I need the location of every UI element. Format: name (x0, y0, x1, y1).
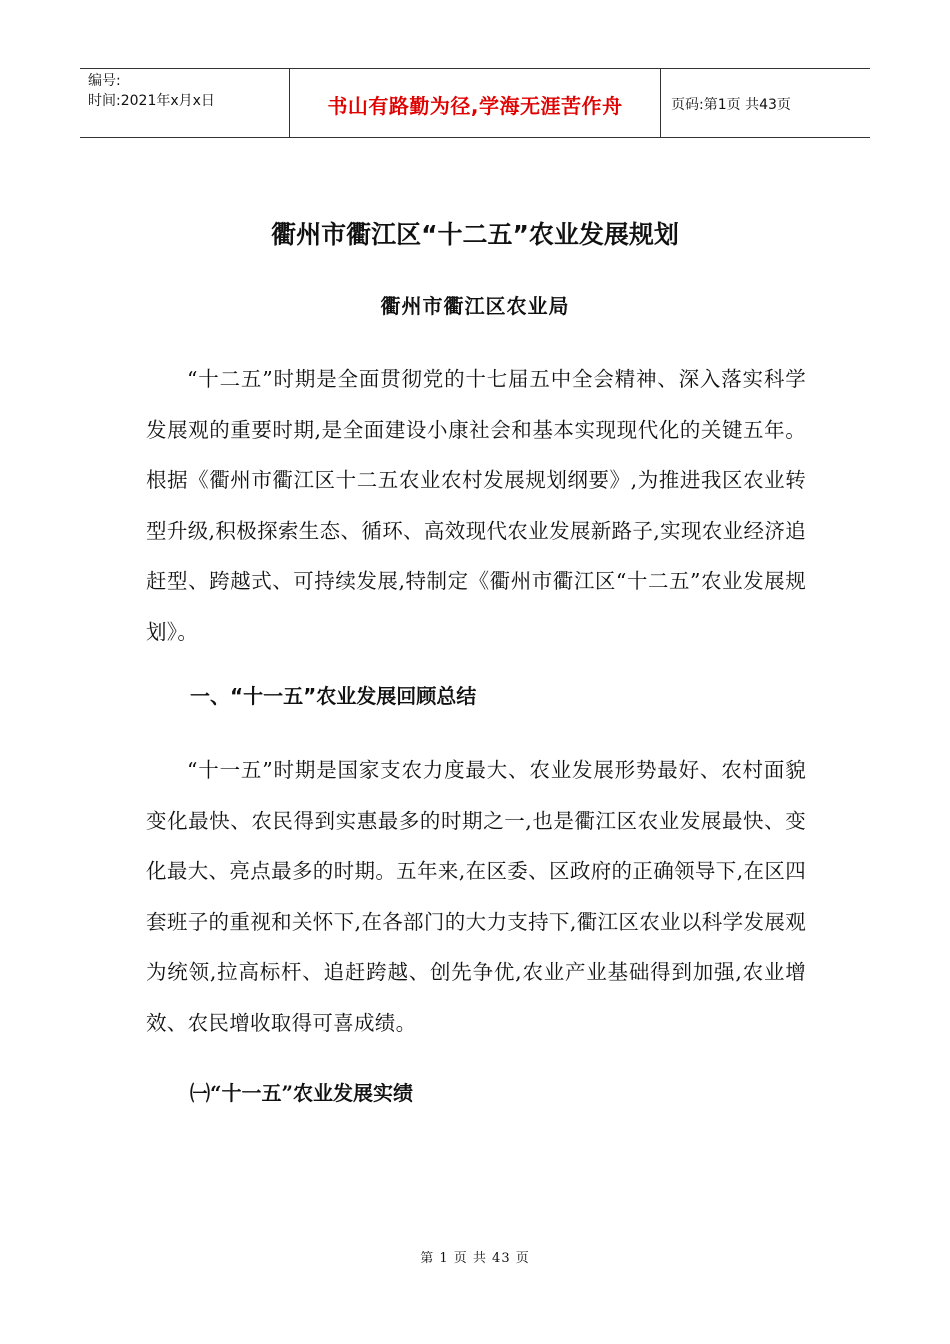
document-title: 衢州市衢江区“十二五”农业发展规划 (271, 220, 679, 249)
intro-paragraph: “十二五”时期是全面贯彻党的十七届五中全会精神、深入落实科学发展观的重要时期,是全面建设小康社会和基本实现现代化的关键五年。根据《衢州市衢江区十二五农业农村发展规划纲要》,为推进我区农业转型升级,积极探索生态、循环、高效现代农业发展新路子,实现农业经济追赶型、跨越式、可持续发展,特制定《衢州市衢江区“十二五”农业发展规划》。 (146, 367, 806, 644)
number-label: 编号: (88, 73, 121, 89)
page-footer: 第 1 页 共 43 页 (420, 1251, 530, 1266)
section-paragraph: “十一五”时期是国家支农力度最大、农业发展形势最好、农村面貌变化最快、农民得到实惠最多的时期之一,也是衢江区农业发展最快、变化最大、亮点最多的时期。五年来,在区委、区政府的正确领导下,在区四套班子的重视和关怀下,在各部门的大力支持下,衢江区农业以科学发展观为统领,拉高标杆、追赶跨越、创先争优,农业产业基础得到加强,农业增效、农民增收取得可喜成绩。 (146, 758, 806, 1035)
time-label: 时间:2021年x月x日 (88, 93, 215, 109)
header-motto: 书山有路勤为径,学海无涯苦作舟 (327, 93, 623, 118)
header-motto-cell (290, 69, 661, 137)
header-meta (80, 69, 290, 137)
subsection-heading: ㈠“十一五”农业发展实绩 (190, 1081, 414, 1105)
document-author: 衢州市衢江区农业局 (380, 294, 570, 318)
header-page-cell (661, 69, 870, 137)
header-page-info: 页码:第1页 共43页 (671, 97, 791, 113)
section-heading: 一、“十一五”农业发展回顾总结 (190, 684, 477, 708)
page-header (80, 68, 870, 138)
